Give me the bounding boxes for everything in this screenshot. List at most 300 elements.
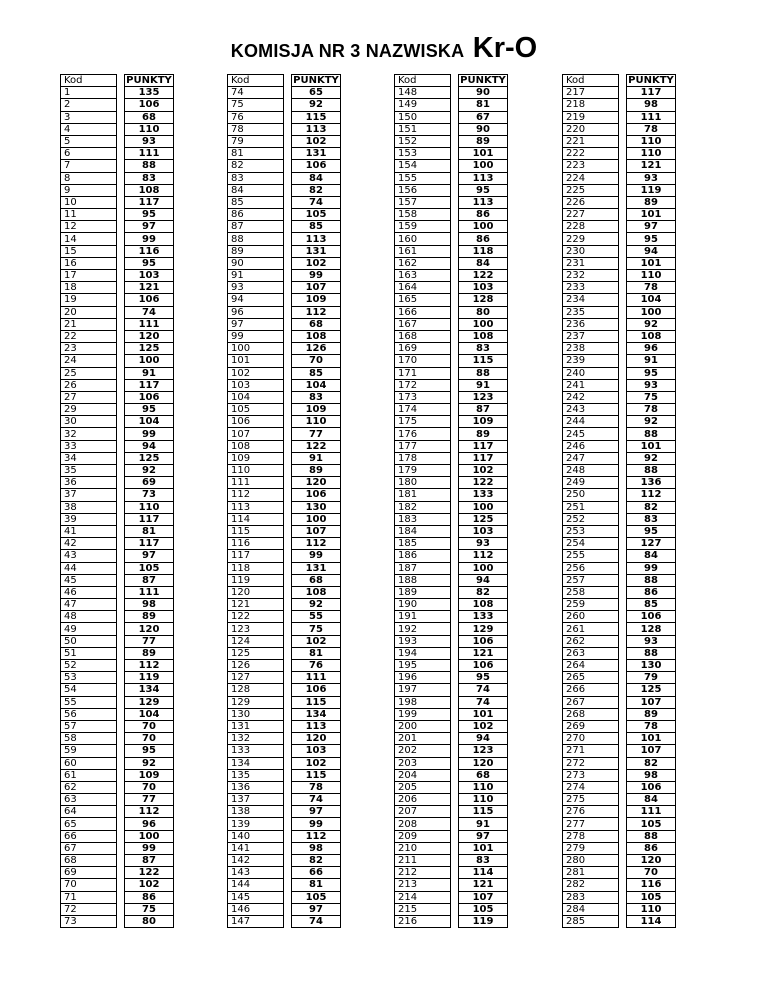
column-header-punkty: PUNKTY <box>126 75 172 87</box>
kod-cell: 111 <box>228 477 284 489</box>
table-row <box>563 123 676 135</box>
kod-cell: 153 <box>395 148 451 160</box>
punkty-cell: 129 <box>459 623 508 635</box>
punkty-cell: 77 <box>292 428 341 440</box>
column-gap <box>117 367 125 379</box>
kod-cell: 278 <box>563 830 619 842</box>
table-row <box>228 562 341 574</box>
table-row <box>228 501 341 513</box>
kod-cell: 228 <box>563 221 619 233</box>
column-header-punkty: PUNKTY <box>628 75 674 87</box>
table-row <box>395 794 508 806</box>
punkty-cell: 111 <box>125 318 174 330</box>
kod-cell: 87 <box>228 221 284 233</box>
column-gap <box>284 330 292 342</box>
punkty-cell: 100 <box>459 160 508 172</box>
punkty-cell: 106 <box>125 391 174 403</box>
punkty-cell: 105 <box>459 903 508 915</box>
punkty-cell: 112 <box>125 806 174 818</box>
kod-cell: 257 <box>563 574 619 586</box>
table-row <box>61 367 174 379</box>
table-row <box>228 355 341 367</box>
punkty-cell: 78 <box>627 282 676 294</box>
column-gap <box>284 404 292 416</box>
kod-cell: 192 <box>395 623 451 635</box>
punkty-cell: 123 <box>459 745 508 757</box>
kod-cell: 143 <box>228 867 284 879</box>
kod-cell: 245 <box>563 428 619 440</box>
kod-cell: 208 <box>395 818 451 830</box>
table-row <box>228 830 341 842</box>
column-gap <box>619 465 627 477</box>
punkty-cell: 97 <box>459 830 508 842</box>
kod-cell: 118 <box>228 562 284 574</box>
table-header-row <box>395 75 508 87</box>
column-gap <box>284 562 292 574</box>
table-row <box>395 611 508 623</box>
table-row <box>395 855 508 867</box>
column-gap <box>619 489 627 501</box>
table-row <box>61 818 174 830</box>
table-row <box>563 343 676 355</box>
column-gap <box>284 440 292 452</box>
punkty-cell: 112 <box>292 306 341 318</box>
kod-cell: 215 <box>395 903 451 915</box>
column-gap <box>619 562 627 574</box>
table-row <box>61 148 174 160</box>
punkty-cell: 126 <box>292 343 341 355</box>
column-gap <box>117 647 125 659</box>
kod-cell: 66 <box>61 830 117 842</box>
table-row <box>395 586 508 598</box>
punkty-cell: 101 <box>627 257 676 269</box>
punkty-cell: 98 <box>292 842 341 854</box>
column-gap <box>619 391 627 403</box>
kod-cell: 94 <box>228 294 284 306</box>
table-row <box>228 891 341 903</box>
kod-cell: 171 <box>395 367 451 379</box>
table-row <box>395 416 508 428</box>
column-gap <box>451 123 459 135</box>
column-gap <box>117 391 125 403</box>
table-row <box>563 915 676 927</box>
column-gap <box>117 416 125 428</box>
punkty-cell: 120 <box>292 733 341 745</box>
kod-cell: 261 <box>563 623 619 635</box>
punkty-cell: 94 <box>459 733 508 745</box>
punkty-cell: 70 <box>125 733 174 745</box>
table-row <box>395 257 508 269</box>
punkty-cell: 92 <box>627 452 676 464</box>
column-gap <box>619 781 627 793</box>
table-row <box>61 647 174 659</box>
table-row <box>61 867 174 879</box>
column-gap <box>451 720 459 732</box>
punkty-cell: 70 <box>292 355 341 367</box>
table-row <box>563 355 676 367</box>
kod-cell: 274 <box>563 781 619 793</box>
table-row <box>395 891 508 903</box>
kod-cell: 246 <box>563 440 619 452</box>
kod-cell: 47 <box>61 599 117 611</box>
column-gap <box>451 209 459 221</box>
punkty-cell: 117 <box>125 379 174 391</box>
punkty-cell: 105 <box>292 209 341 221</box>
kod-cell: 242 <box>563 391 619 403</box>
column-gap <box>117 781 125 793</box>
kod-cell: 279 <box>563 842 619 854</box>
punkty-cell: 88 <box>627 830 676 842</box>
column-gap <box>117 550 125 562</box>
column-gap <box>619 903 627 915</box>
table-row <box>61 830 174 842</box>
kod-cell: 108 <box>228 440 284 452</box>
column-gap <box>619 99 627 111</box>
punkty-cell: 78 <box>627 404 676 416</box>
column-gap <box>619 794 627 806</box>
punkty-cell: 84 <box>459 257 508 269</box>
kod-cell: 39 <box>61 513 117 525</box>
punkty-cell: 125 <box>125 343 174 355</box>
punkty-cell: 110 <box>627 135 676 147</box>
kod-cell: 7 <box>61 160 117 172</box>
punkty-cell: 101 <box>627 440 676 452</box>
table-row <box>228 379 341 391</box>
kod-cell: 34 <box>61 452 117 464</box>
table-row <box>563 708 676 720</box>
column-gap <box>619 123 627 135</box>
column-gap <box>451 647 459 659</box>
column-gap <box>117 684 125 696</box>
punkty-cell: 117 <box>459 452 508 464</box>
punkty-cell: 121 <box>125 282 174 294</box>
table-row <box>563 440 676 452</box>
punkty-cell: 99 <box>125 233 174 245</box>
column-gap <box>451 550 459 562</box>
column-gap <box>284 391 292 403</box>
column-gap <box>451 452 459 464</box>
punkty-cell: 109 <box>459 416 508 428</box>
column-gap <box>284 99 292 111</box>
kod-cell: 6 <box>61 148 117 160</box>
table-row <box>395 623 508 635</box>
kod-cell: 271 <box>563 745 619 757</box>
kod-cell: 48 <box>61 611 117 623</box>
kod-cell: 200 <box>395 720 451 732</box>
punkty-cell: 105 <box>627 891 676 903</box>
punkty-cell: 88 <box>627 574 676 586</box>
kod-cell: 2 <box>61 99 117 111</box>
kod-cell: 164 <box>395 282 451 294</box>
kod-cell: 89 <box>228 245 284 257</box>
kod-cell: 285 <box>563 915 619 927</box>
punkty-cell: 74 <box>292 915 341 927</box>
kod-cell: 35 <box>61 465 117 477</box>
column-gap <box>451 623 459 635</box>
results-table-4 <box>562 74 676 928</box>
table-row <box>563 891 676 903</box>
kod-cell: 159 <box>395 221 451 233</box>
punkty-cell: 92 <box>125 465 174 477</box>
punkty-cell: 98 <box>125 599 174 611</box>
kod-cell: 255 <box>563 550 619 562</box>
column-gap <box>117 830 125 842</box>
column-gap <box>451 99 459 111</box>
column-gap <box>284 647 292 659</box>
kod-cell: 252 <box>563 513 619 525</box>
punkty-cell: 105 <box>125 562 174 574</box>
punkty-cell: 103 <box>292 745 341 757</box>
table-row <box>395 306 508 318</box>
punkty-cell: 95 <box>125 404 174 416</box>
column-gap <box>451 233 459 245</box>
kod-cell: 50 <box>61 635 117 647</box>
column-gap <box>451 708 459 720</box>
column-gap <box>284 428 292 440</box>
punkty-cell: 91 <box>292 452 341 464</box>
kod-cell: 134 <box>228 757 284 769</box>
kod-cell: 81 <box>228 148 284 160</box>
kod-cell: 218 <box>563 99 619 111</box>
column-gap <box>284 270 292 282</box>
table-row <box>228 574 341 586</box>
punkty-cell: 103 <box>125 270 174 282</box>
punkty-cell: 83 <box>459 855 508 867</box>
punkty-cell: 104 <box>292 379 341 391</box>
table-row <box>228 306 341 318</box>
column-gap <box>451 672 459 684</box>
punkty-cell: 100 <box>459 221 508 233</box>
punkty-cell: 106 <box>125 294 174 306</box>
table-row <box>563 757 676 769</box>
column-gap <box>284 635 292 647</box>
kod-cell: 137 <box>228 794 284 806</box>
table-row <box>228 660 341 672</box>
punkty-cell: 70 <box>125 720 174 732</box>
kod-cell: 131 <box>228 720 284 732</box>
column-gap <box>451 355 459 367</box>
column-gap <box>619 806 627 818</box>
table-row <box>228 550 341 562</box>
column-gap <box>619 330 627 342</box>
table-row <box>61 123 174 135</box>
punkty-cell: 134 <box>125 684 174 696</box>
kod-cell: 136 <box>228 781 284 793</box>
column-gap <box>117 99 125 111</box>
table-row <box>61 318 174 330</box>
column-gap <box>619 270 627 282</box>
table-row <box>228 270 341 282</box>
kod-cell: 117 <box>228 550 284 562</box>
column-gap <box>117 233 125 245</box>
column-gap <box>451 611 459 623</box>
punkty-cell: 110 <box>125 501 174 513</box>
column-gap <box>451 562 459 574</box>
punkty-cell: 92 <box>292 599 341 611</box>
kod-cell: 244 <box>563 416 619 428</box>
column-gap <box>117 294 125 306</box>
punkty-cell: 131 <box>292 562 341 574</box>
table-row <box>228 184 341 196</box>
table-row <box>395 172 508 184</box>
column-gap <box>451 794 459 806</box>
punkty-cell: 104 <box>627 294 676 306</box>
punkty-cell: 100 <box>125 355 174 367</box>
table-row <box>61 184 174 196</box>
kod-cell: 199 <box>395 708 451 720</box>
punkty-cell: 102 <box>459 720 508 732</box>
table-row <box>563 379 676 391</box>
kod-cell: 106 <box>228 416 284 428</box>
table-row <box>395 842 508 854</box>
kod-cell: 259 <box>563 599 619 611</box>
punkty-cell: 99 <box>292 818 341 830</box>
column-gap <box>451 781 459 793</box>
punkty-cell: 131 <box>292 148 341 160</box>
punkty-cell: 82 <box>627 757 676 769</box>
punkty-cell: 100 <box>125 830 174 842</box>
kod-cell: 235 <box>563 306 619 318</box>
column-gap <box>284 489 292 501</box>
table-row <box>228 367 341 379</box>
punkty-cell: 77 <box>125 794 174 806</box>
column-gap <box>284 318 292 330</box>
column-gap <box>619 696 627 708</box>
punkty-cell: 106 <box>627 781 676 793</box>
punkty-cell: 110 <box>125 123 174 135</box>
column-gap <box>284 684 292 696</box>
table-row <box>61 196 174 208</box>
kod-cell: 130 <box>228 708 284 720</box>
table-row <box>395 550 508 562</box>
column-gap <box>619 184 627 196</box>
table-row <box>395 245 508 257</box>
kod-cell: 59 <box>61 745 117 757</box>
kod-cell: 240 <box>563 367 619 379</box>
kod-cell: 268 <box>563 708 619 720</box>
table-row <box>228 794 341 806</box>
punkty-cell: 97 <box>125 550 174 562</box>
punkty-cell: 110 <box>459 781 508 793</box>
table-row <box>395 135 508 147</box>
punkty-cell: 89 <box>125 647 174 659</box>
column-gap <box>451 257 459 269</box>
kod-cell: 43 <box>61 550 117 562</box>
column-gap <box>451 818 459 830</box>
column-gap <box>284 720 292 732</box>
kod-cell: 21 <box>61 318 117 330</box>
punkty-cell: 80 <box>125 915 174 927</box>
punkty-cell: 100 <box>459 318 508 330</box>
column-gap <box>117 879 125 891</box>
punkty-cell: 103 <box>459 525 508 537</box>
punkty-cell: 97 <box>292 903 341 915</box>
kod-cell: 122 <box>228 611 284 623</box>
kod-cell: 178 <box>395 452 451 464</box>
kod-cell: 68 <box>61 855 117 867</box>
kod-cell: 135 <box>228 769 284 781</box>
column-gap <box>451 428 459 440</box>
column-gap <box>451 184 459 196</box>
kod-cell: 174 <box>395 404 451 416</box>
kod-cell: 277 <box>563 818 619 830</box>
table-row <box>61 270 174 282</box>
kod-cell: 24 <box>61 355 117 367</box>
column-gap <box>619 501 627 513</box>
column-gap <box>451 855 459 867</box>
kod-cell: 1 <box>61 87 117 99</box>
punkty-cell: 102 <box>125 879 174 891</box>
punkty-cell: 76 <box>292 660 341 672</box>
punkty-cell: 108 <box>292 586 341 598</box>
table-row <box>395 684 508 696</box>
column-gap <box>619 209 627 221</box>
table-row <box>61 355 174 367</box>
column-gap <box>117 465 125 477</box>
punkty-cell: 115 <box>459 806 508 818</box>
table-row <box>395 525 508 537</box>
table-row <box>61 684 174 696</box>
punkty-cell: 105 <box>627 818 676 830</box>
table-row <box>395 501 508 513</box>
table-row <box>228 196 341 208</box>
kod-cell: 149 <box>395 99 451 111</box>
kod-cell: 30 <box>61 416 117 428</box>
table-row <box>563 318 676 330</box>
column-gap <box>284 891 292 903</box>
table-row <box>563 513 676 525</box>
results-table-1 <box>60 74 174 928</box>
column-gap <box>451 733 459 745</box>
kod-cell: 112 <box>228 489 284 501</box>
punkty-cell: 92 <box>627 416 676 428</box>
column-gap <box>619 538 627 550</box>
table-row <box>228 477 341 489</box>
kod-cell: 9 <box>61 184 117 196</box>
punkty-cell: 120 <box>627 855 676 867</box>
table-row <box>228 513 341 525</box>
kod-cell: 239 <box>563 355 619 367</box>
column-gap <box>117 794 125 806</box>
kod-cell: 182 <box>395 501 451 513</box>
punkty-cell: 81 <box>292 879 341 891</box>
kod-cell: 177 <box>395 440 451 452</box>
punkty-cell: 85 <box>292 221 341 233</box>
table-row <box>228 806 341 818</box>
kod-cell: 148 <box>395 87 451 99</box>
table-row <box>228 233 341 245</box>
column-gap <box>451 318 459 330</box>
punkty-cell: 111 <box>292 672 341 684</box>
column-gap <box>619 452 627 464</box>
column-gap <box>117 733 125 745</box>
column-gap <box>284 452 292 464</box>
table-row <box>395 769 508 781</box>
punkty-cell: 80 <box>459 306 508 318</box>
title-range: Kr-O <box>472 32 538 64</box>
table-header-row <box>228 75 341 87</box>
column-gap <box>451 879 459 891</box>
kod-cell: 190 <box>395 599 451 611</box>
kod-cell: 27 <box>61 391 117 403</box>
kod-cell: 12 <box>61 221 117 233</box>
table-row <box>228 330 341 342</box>
table-row <box>395 343 508 355</box>
kod-cell: 132 <box>228 733 284 745</box>
punkty-cell: 70 <box>125 781 174 793</box>
column-gap <box>451 343 459 355</box>
table-row <box>395 660 508 672</box>
